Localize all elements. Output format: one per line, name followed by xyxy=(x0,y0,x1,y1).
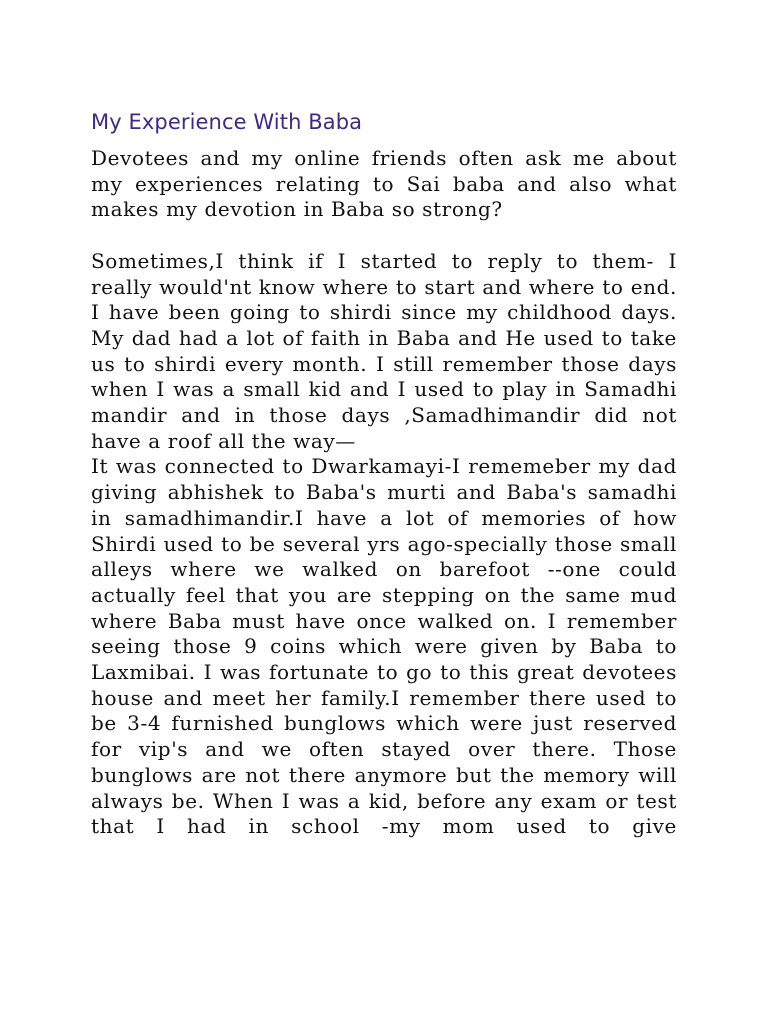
paragraph-memories: It was connected to Dwarkamayi-I rememeber my dad giving abhishek to Baba's murti and Baba's samadhi in samadhimandir.I have a lot of memories of how Shirdi used to be several yrs ago-specially those small alleys where we walked on barefoot --one could actually feel that you are stepping on the same mud where Baba must have once walked on. I remember seeing those 9 coins which were given by Baba to Laxmibai. I was fortunate to go to this great devotees house and meet her family.I remember there used to be 3-4 furnished bunglows which were just reserved for vip's and we often stayed over there. Those bunglows are not there anymore but the memory will always be. When I was a kid, before any exam or test that I had in school -my mom used to give xyxy=(91,454,677,839)
paragraph-intro: Devotees and my online friends often ask me about my experiences relating to Sai baba and also what makes my devotion in Baba so strong? xyxy=(91,146,677,222)
document-title: My Experience With Baba xyxy=(91,110,363,134)
document-page xyxy=(91,110,677,840)
paragraph-spacer xyxy=(91,223,677,249)
paragraph-childhood: Sometimes,I think if I started to reply to them- I really would'nt know where to start and where to end. I have been going to shirdi since my childhood days. My dad had a lot of faith in Baba and He used to take us to shirdi every month. I still remember those days when I was a small kid and I used to play in Samadhi mandir and in those days ,Samadhimandir did not have a roof all the way— xyxy=(91,248,677,453)
